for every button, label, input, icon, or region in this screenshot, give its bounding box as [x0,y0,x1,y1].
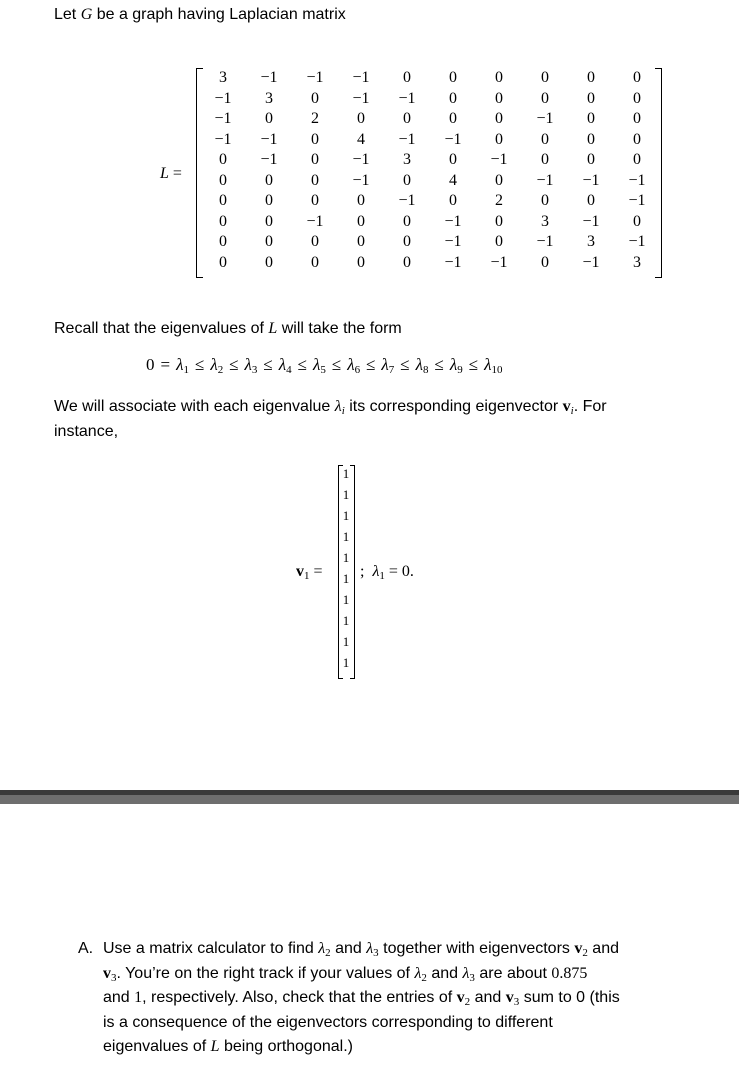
vector-entry: 1 [342,613,350,628]
matrix-cell: −1 [260,130,278,148]
matrix-cell: 0 [265,212,273,230]
matrix-cell: −1 [306,69,324,86]
associate-line-1 [54,398,607,417]
eigen-index: 8 [423,364,429,376]
matrix-cell: −1 [352,171,370,189]
eigen-index: 7 [388,364,395,376]
question-text: is a consequence of the eigenvectors corresponding to different [103,1013,553,1031]
matrix-cell: 0 [633,151,641,168]
vec-symbol: v [562,398,571,415]
question-text: sum to 0 (this [519,989,620,1007]
question-text: and [470,989,506,1007]
vector-entry: 1 [342,592,350,607]
matrix-cell: −1 [214,89,232,107]
eigen-index: 5 [320,364,326,376]
eigen-lambda: λ [312,355,321,374]
lambda-term: $\lambda_3$ [462,964,475,984]
question-line [103,1038,353,1056]
matrix-cell: 0 [495,89,503,107]
matrix-cell: 0 [357,253,365,271]
matrix-cell: −1 [352,69,370,86]
question-text: and [426,964,463,982]
graph-symbol: G [80,6,93,23]
matrix-cell: 0 [495,130,503,148]
matrix-cell: 0 [265,110,273,127]
matrix-label [160,165,182,183]
matrix-cell: 0 [311,151,319,168]
matrix-cell: −1 [352,89,370,107]
vector-term: $v_3$ [505,989,520,1009]
question-line [103,1014,553,1032]
matrix-cell: 2 [495,192,503,209]
matrix-cell: 0 [311,253,319,271]
matrix-cell: −1 [536,110,554,127]
eigen-lambda: λ [415,355,423,374]
matrix-cell: 0 [587,69,595,86]
matrix-cell: 0 [219,151,227,168]
eigen-lambda: λ [176,355,184,374]
matrix-cell: 0 [495,171,503,189]
matrix-cell: −1 [444,253,462,271]
vector-entry: 1 [342,529,350,544]
matrix-cell: −1 [260,69,278,86]
vector-term: $v_3$ [103,964,117,984]
eigen-index: 6 [354,364,361,376]
matrix-cell: −1 [398,89,416,107]
lambda1-value [360,563,414,582]
matrix-cell: −1 [490,253,508,271]
question-text: are about [474,964,552,982]
eigen-lambda: λ [278,355,287,374]
matrix-cell: 0 [311,89,319,107]
eigen-leq: ≤ [468,355,479,374]
eigen-equals: = [160,355,171,374]
matrix-cell: 0 [403,171,411,189]
vector-separator: ; [360,563,365,580]
eigenvalue-ordering [146,355,502,376]
matrix-cell: 0 [219,192,227,209]
matrix-cell: 3 [541,212,549,230]
vector-entry: 1 [342,550,350,565]
matrix-cell: 0 [495,69,503,86]
eigen-index: 4 [286,364,292,376]
lambda-term: $\lambda_2$ [414,964,427,984]
vector-term: $v_2$ [574,940,588,959]
matrix-cell: 0 [449,192,457,209]
eigen-lambda: λ [449,355,458,374]
matrix-cell: 0 [219,171,227,189]
intro-text [54,6,346,24]
matrix-cell: 0 [633,212,641,230]
matrix-cell: 0 [265,171,273,189]
question-text: , respectively. Also, check that the entries of [142,989,457,1007]
question-text: Use a matrix calculator to find [103,940,319,957]
matrix-cell: 0 [403,253,411,271]
eigen-index: 3 [251,364,258,376]
question-line [103,965,587,984]
question-text: . You’re on the right track if your values of [116,964,415,982]
vector-entry: 1 [342,487,350,502]
lambda1-symbol: λ [372,563,380,580]
eigen-lambda: λ [484,355,492,374]
eigen-index: 2 [217,364,224,376]
associate-line-2: instance, [54,423,119,440]
matrix-cell: 3 [265,89,273,107]
question-text: being orthogonal.) [219,1038,353,1056]
matrix-cell: 0 [541,253,549,271]
vec-index: i [570,405,574,417]
matrix-cell: 0 [633,110,641,127]
vector-entry: 1 [342,508,350,523]
matrix-cell: 0 [219,233,227,250]
lambda-i [335,398,345,415]
matrix-cell: −1 [582,171,600,189]
eigen-leq: ≤ [434,355,444,374]
eigen-leq: ≤ [194,355,205,374]
matrix-cell: 0 [449,89,457,107]
matrix-cell: 0 [633,89,641,107]
matrix-cell: 0 [265,192,273,209]
matrix-cell: 4 [449,171,457,189]
matrix-cell: −1 [214,110,232,127]
matrix-cell: −1 [490,151,508,168]
vector-entry: 1 [342,466,350,481]
associate-prefix: We will associate with each eigenvalue [54,398,335,415]
eigen-leq: ≤ [331,355,342,374]
matrix-cell: −1 [444,212,462,230]
eigen-leq: ≤ [263,355,273,374]
eigen-leq: ≤ [229,355,239,374]
eigen-index: 9 [457,364,463,376]
associate-suffix: . For [573,398,607,415]
matrix-cell: 0 [449,110,457,127]
intro-suffix: be a graph having Laplacian matrix [92,6,346,23]
matrix-cell: 0 [311,130,319,148]
eigen-lambda: λ [244,355,252,374]
matrix-cell: −1 [582,212,600,230]
recall-prefix: Recall that the eigenvalues of [54,320,269,337]
recall-text [54,320,402,338]
matrix-cell: −1 [444,233,462,250]
matrix-cell: −1 [628,171,646,189]
matrix-cell: 0 [541,192,549,209]
eigen-lambda: λ [347,355,355,374]
vector-label [296,563,323,582]
matrix-cell: 0 [587,89,595,107]
matrix-cell: 0 [311,233,319,250]
matrix-symbol-inline: L [210,1038,220,1056]
matrix-cell: −1 [628,192,646,209]
numeric-value: 1 [134,989,143,1007]
matrix-cell: 0 [311,171,319,189]
matrix-cell: −1 [398,192,416,209]
matrix-cell: −1 [306,212,324,230]
matrix-cell: 0 [449,69,457,86]
matrix-cell: 0 [633,130,641,148]
matrix-cell: 0 [495,233,503,250]
matrix-equals: = [172,165,182,182]
eigen-leq: ≤ [366,355,376,374]
matrix-cell: −1 [260,151,278,168]
matrix-cell: 0 [265,233,273,250]
matrix-cell: 0 [403,233,411,250]
matrix-cell: 3 [633,253,641,271]
vector-entry: 1 [342,571,350,586]
matrix-cell: 0 [541,89,549,107]
matrix-cell: 0 [219,212,227,230]
question-text: and [103,989,135,1007]
matrix-cell: 0 [449,151,457,168]
matrix-cell: 0 [495,212,503,230]
eigen-lambda: λ [381,355,389,374]
matrix-cell: 0 [403,110,411,127]
lambda-term: $\lambda_2$ [318,940,331,959]
matrix-cell: −1 [444,130,462,148]
eigen-leq: ≤ [297,355,307,374]
matrix-cell: 0 [541,69,549,86]
matrix-cell: 0 [403,212,411,230]
intro-prefix: Let [54,6,81,23]
matrix-cell: 0 [587,151,595,168]
matrix-cell: 0 [357,192,365,209]
matrix-cell: 0 [541,130,549,148]
question-text: together with eigenvectors [378,940,575,957]
matrix-cell: 0 [219,253,227,271]
matrix-cell: −1 [628,233,646,250]
associate-middle: its corresponding eigenvector [344,398,563,415]
question-line [103,989,620,1008]
matrix-cell: 0 [357,212,365,230]
lambda-term: $\lambda_3$ [366,940,379,959]
matrix-cell: 0 [495,110,503,127]
vector-entry: 1 [342,634,350,649]
numeric-value: 0.875 [551,964,588,982]
matrix-cell: 0 [587,192,595,209]
matrix-cell: −1 [582,253,600,271]
matrix-cell: 0 [403,69,411,86]
lambda1-equals-zero: = 0. [388,563,414,580]
question-text: and [330,940,367,957]
vector-name-symbol: v [296,563,304,580]
question-line [103,940,619,959]
recall-suffix: will take the form [277,320,402,337]
matrix-cell: −1 [352,151,370,168]
question-text: eigenvalues of [103,1038,211,1056]
matrix-cell: −1 [214,130,232,148]
matrix-cell: 0 [311,192,319,209]
section-divider-shadow [0,795,739,804]
question-label: A. [78,940,94,957]
question-text: and [587,940,619,957]
eigen-zero: 0 [146,355,155,374]
vector-entry: 1 [342,655,350,670]
vec-i [563,398,574,415]
matrix-cell: 0 [357,110,365,127]
vector-term: $v_2$ [456,989,471,1009]
matrix-cell: 3 [219,69,227,86]
matrix-cell: 3 [587,233,595,250]
matrix-cell: −1 [536,171,554,189]
matrix-cell: 0 [357,233,365,250]
matrix-cell: −1 [536,233,554,250]
matrix-cell: 3 [403,151,411,168]
eigen-lambda: λ [210,355,218,374]
matrix-cell: 0 [265,253,273,271]
eigen-index: 1 [183,364,189,376]
vector-equals: = [313,563,323,580]
matrix-cell: 0 [587,130,595,148]
lambda-index: i [341,405,345,417]
matrix-symbol: L [160,165,169,182]
matrix-cell: 0 [541,151,549,168]
lambda1-index: 1 [379,570,385,582]
lambda-symbol: λ [334,398,342,415]
eigen-leq: ≤ [400,355,410,374]
recall-symbol: L [268,320,278,337]
matrix-cell: 0 [633,69,641,86]
eigen-index: 10 [491,364,503,376]
vector-index: 1 [304,570,310,582]
vector-name [296,563,310,580]
matrix-cell: 4 [357,130,365,148]
matrix-cell: 0 [587,110,595,127]
matrix-cell: 2 [311,110,319,127]
matrix-cell: −1 [398,130,416,148]
